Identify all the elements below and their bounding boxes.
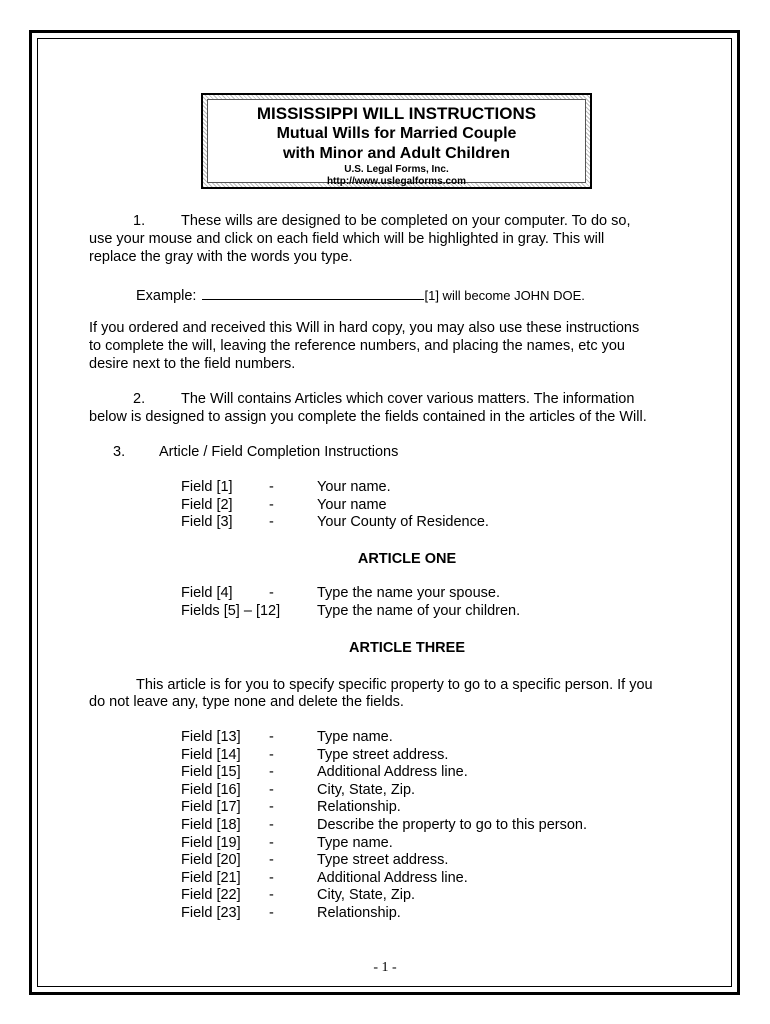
document-subtitle-1: Mutual Wills for Married Couple <box>276 125 517 142</box>
field-dash: - <box>269 764 274 781</box>
field-label: Field [4] <box>181 585 233 601</box>
item1-line3: replace the gray with the words you type. <box>89 249 353 265</box>
field-description: Your name. <box>317 479 391 495</box>
item1-line2: use your mouse and click on each field which will be highlighted in gray. This will <box>89 231 605 247</box>
item2-line2: below is designed to assign you complete the fields contained in the articles of the Will. <box>89 409 647 425</box>
field-label: Field [21] <box>181 869 241 886</box>
field-dash: - <box>269 479 274 495</box>
field-label: Field [23] <box>181 904 241 921</box>
field-label: Field [15] <box>181 764 241 781</box>
field-label: Field [18] <box>181 816 241 833</box>
hardcopy-line1: If you ordered and received this Will in hard copy, you may also use these instructions <box>89 320 640 336</box>
article-three-heading: ARTICLE THREE <box>349 640 465 656</box>
field-label: Field [16] <box>181 781 241 798</box>
item2-line1: The Will contains Articles which cover various matters. The information <box>181 391 635 407</box>
document-subtitle-2: with Minor and Adult Children <box>283 145 510 162</box>
item1-number: 1. <box>133 213 146 229</box>
item2-number: 2. <box>133 391 146 407</box>
field-label: Field [19] <box>181 834 241 851</box>
field-description: Relationship. <box>317 904 401 921</box>
example-suffix: [1] will become JOHN DOE. <box>424 288 585 303</box>
document-title: MISSISSIPPI WILL INSTRUCTIONS <box>256 104 537 123</box>
field-dash: - <box>269 781 274 798</box>
field-description: Type street address. <box>317 852 449 869</box>
field-dash: - <box>269 904 274 921</box>
field-dash: - <box>269 816 274 833</box>
field-description: Type the name your spouse. <box>317 585 500 601</box>
title-box <box>201 93 592 189</box>
example-blank <box>202 285 424 300</box>
page-number: - 1 - <box>373 960 397 975</box>
field-dash: - <box>269 869 274 886</box>
field-dash: - <box>269 799 274 816</box>
hardcopy-line3: desire next to the field numbers. <box>89 356 296 372</box>
field-dash: - <box>269 852 274 869</box>
field-description: City, State, Zip. <box>317 781 416 798</box>
article-one-heading: ARTICLE ONE <box>357 551 457 567</box>
title-inner <box>207 99 586 187</box>
field-dash: - <box>269 834 274 851</box>
field-description: Additional Address line. <box>317 869 468 886</box>
field-description: Type name. <box>317 834 393 851</box>
field-description: City, State, Zip. <box>317 887 416 904</box>
field-description: Your County of Residence. <box>317 514 489 531</box>
field-label: Field [14] <box>181 746 241 763</box>
example-line <box>136 285 585 305</box>
field-label: Field [3] <box>181 514 233 531</box>
article-three-line1: This article is for you to specify specific property to go to a specific person. If you <box>136 677 653 693</box>
company-name: U.S. Legal Forms, Inc. <box>344 164 449 175</box>
field-description: Relationship. <box>317 799 401 816</box>
company-url: http://www.uslegalforms.com <box>326 176 467 187</box>
item3-text: Article / Field Completion Instructions <box>159 444 399 460</box>
field-label: Field [20] <box>181 852 241 869</box>
field-label: Field [13] <box>181 729 241 745</box>
field-dash: - <box>269 514 274 531</box>
field-label: Field [1] <box>181 479 233 495</box>
field-dash: - <box>269 585 274 601</box>
field-label: Field [2] <box>181 496 233 513</box>
field-description: Type name. <box>317 729 393 745</box>
field-dash: - <box>269 729 274 745</box>
field-description: Describe the property to go to this person. <box>317 816 588 833</box>
article-three-line2: do not leave any, type none and delete the fields. <box>89 694 404 710</box>
field-dash: - <box>269 887 274 904</box>
field-label: Fields [5] – [12] <box>181 602 281 619</box>
item1-line1: These wills are designed to be completed on your computer. To do so, <box>181 213 631 229</box>
field-description: Type the name of your children. <box>317 602 521 619</box>
item3-number: 3. <box>113 444 126 460</box>
hardcopy-line2: to complete the will, leaving the reference numbers, and placing the names, etc you <box>89 338 625 354</box>
field-label: Field [22] <box>181 887 241 904</box>
field-description: Additional Address line. <box>317 764 468 781</box>
field-description: Type street address. <box>317 746 449 763</box>
example-label: Example: <box>136 288 197 304</box>
field-dash: - <box>269 496 274 513</box>
field-label: Field [17] <box>181 799 241 816</box>
field-description: Your name <box>317 496 387 513</box>
field-dash: - <box>269 746 274 763</box>
